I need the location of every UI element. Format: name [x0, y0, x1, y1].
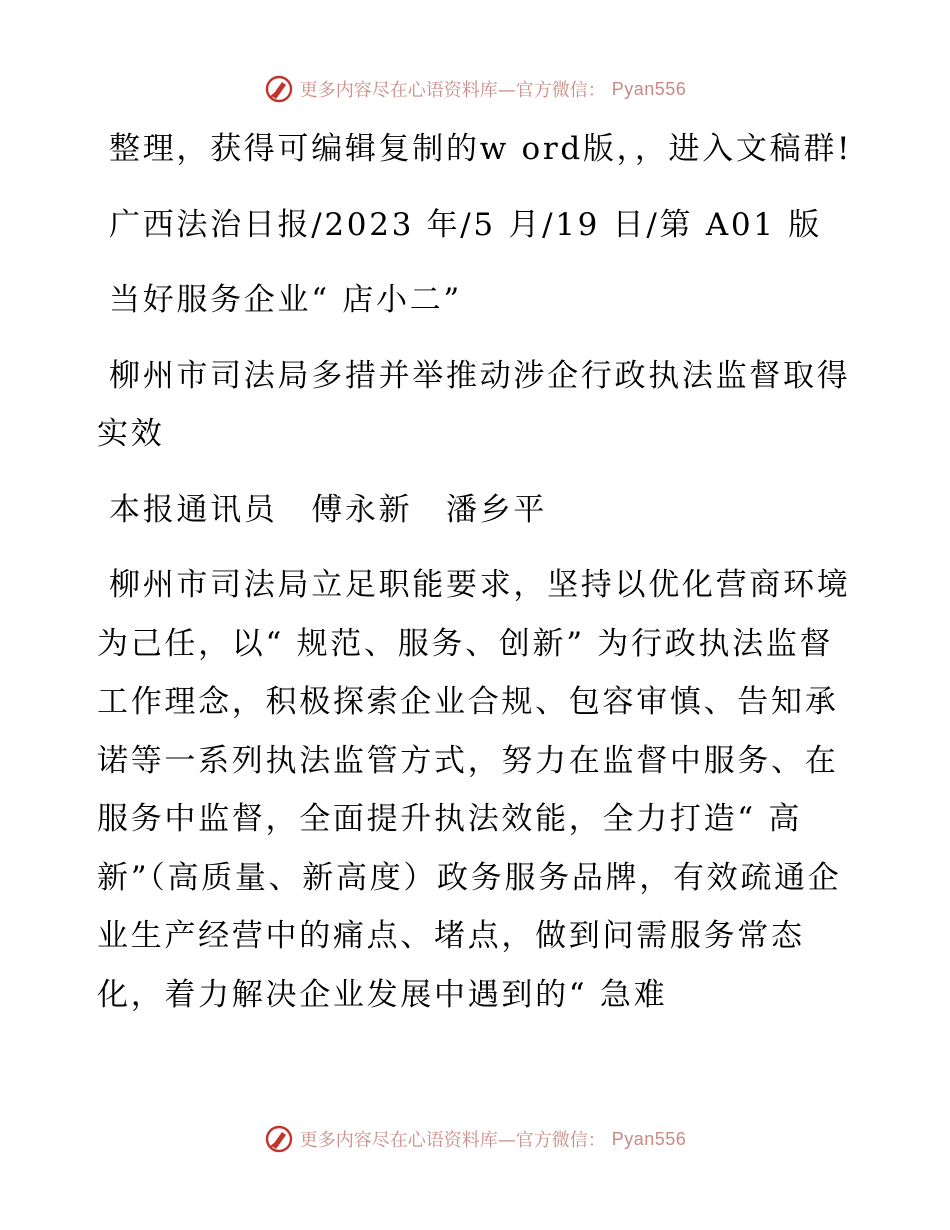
watermark-handle: Pyan556 — [611, 78, 687, 99]
watermark-text: 更多内容尽在心语资料库—官方微信： — [299, 80, 606, 101]
subheadline: 柳州市司法局多措并举推动涉企行政执法监督取得实效 — [97, 357, 851, 452]
footer-watermark — [0, 1124, 950, 1154]
pen-nib-circle-logo-icon — [264, 1124, 294, 1154]
header-watermark — [0, 74, 950, 104]
body-paragraph: 柳州市司法局立足职能要求，坚持以优化营商环境为己任，以“ 规范、服务、创新” 为行政执法监督工作理念，积极探索企业合规、包容审慎、告知承诺等一系列执法监管方式，努力在监督中服务、在服务中监督，全面提升执法效能，全力打造“ 高新”（高质量、新高度）政务服务品牌，有效疏通企业生产经营中的痛点、堵点，做到问需服务常态化，着力解决企业发展中遇到的“ 急难 — [97, 567, 851, 1013]
source-line: 广西法治日报/2023 年/5 月/19 日/第 A01 版 — [109, 206, 822, 243]
pen-nib-circle-logo-icon — [264, 74, 294, 104]
headline: 当好服务企业“ 店小二” — [109, 282, 462, 318]
intro-paragraph: 整理，获得可编辑复制的w ord版，，进入文稿群! — [109, 131, 853, 167]
watermark-text: 更多内容尽在心语资料库—官方微信： — [299, 1130, 606, 1151]
watermark-handle: Pyan556 — [611, 1128, 687, 1149]
article-content — [97, 120, 857, 1041]
byline: 本报通讯员 傅永新 潘乡平 — [109, 491, 548, 528]
